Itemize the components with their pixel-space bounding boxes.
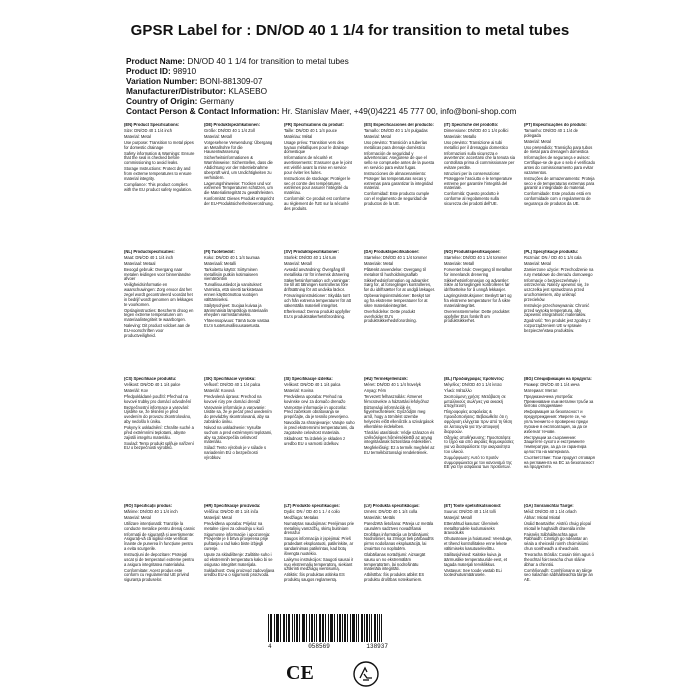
spec-text: Предназначена употреба: Преминаване към метални тръби за битово отводняване: [524, 393, 594, 409]
spec-text: Predvolená úprava: Prechod na kovové rúry pre domáci drenáž: [204, 393, 262, 404]
spec-text: Instrucțiuni de depozitare: Protejați uscat și de temperaturi extreme pentru a asigura integritatea materialului.: [124, 551, 195, 567]
spec-text: Инструкции за съхранение: Защитете сухото и екстремните температури, за да се гарантира целостта на материала.: [524, 434, 587, 454]
spec-text: Utilizare intenționată: Tranziție la conducte metalice pentru drenaj casnic: [124, 520, 195, 531]
spec-text: Conformidade: Este produto está em conformidade com o regulamento de segurança de produtos da UE.: [524, 191, 591, 206]
spec-section: [204, 377, 275, 497]
spec-text: Atbilstība: Šis produkts atbilst ES produktu drošības noteikumiem.: [364, 572, 425, 583]
spec-section: [444, 250, 515, 370]
spec-text: Beoogd gebruik: Overgang naar metalen leidingen voor binnenlandse afvoer: [124, 266, 191, 282]
spec-text: Avsedd användning: Övergång till metalliska rör för inhemsk dränering: [284, 266, 350, 277]
spec-text: Varovanie informácie a varovanie: Uistite sa, že je pečať pred uvedením do prevádzky skontrolovaná, aby sa zabránilo úniku.: [204, 404, 272, 424]
spec-heading: (FI) Tuotetiedot:: [204, 250, 235, 254]
spec-text: Usage prévu: Transition vers des tuyaux métalliques pour le drainage domestique: [284, 139, 349, 155]
spec-text: Materiale: Metall: [444, 260, 475, 266]
spec-text: Navodila za shranjevanje: Varujte suho in pred ekstremnimi temperaturami, da zagotovite celovitost materiala.: [284, 420, 355, 435]
spec-heading: (SV) Produktspecifikationer:: [284, 250, 340, 254]
spec-text: Overensstemmelse: Dette produktet oppfyller EUs forskrift om produktsikkerhet.: [444, 308, 510, 324]
spec-text: Veličina: DN/OD 40 1 1/4 inča: [204, 508, 259, 514]
meta-value: DN/OD 40 1 1/4 for transition to metal tubes: [185, 56, 349, 66]
spec-text: Ábhar: Miotal Miotal: [524, 514, 561, 520]
spec-text: Material: Metal: [524, 138, 551, 144]
spec-heading: (ET) Toote spetsifikatsioonid:: [444, 504, 502, 508]
spec-heading: (SI) Specifikacije izdelka:: [284, 377, 333, 381]
spec-text: Faisnéis Sábháilteachta agus Rabhaidh: Cinntigh go ndéantar an séala a sheiceáil roimh choimisiúnú chun sceitheadh a sheachaint.: [524, 531, 589, 551]
spec-text: Tarkoitettu käyttö: Siirtyminen metallisiin putkiin kotimaiseen viemäröintiin: [204, 266, 258, 282]
barcode-digit-right: 138937: [366, 643, 388, 650]
barcode-digits: [268, 643, 388, 650]
spec-section: [124, 377, 195, 497]
spec-text: Съответствие: Този продукт отговаря на регламента на ЕС за безопасност на продуктите.: [524, 454, 595, 470]
spec-text: Pokyny k uskladnění: Chraňte suché a před extrémními teplotami, abyste zajistili integritu materiálu.: [124, 424, 194, 440]
spec-text: Informazioni sulla sicurezza e avvertenze: accertarsi che la tenuta sia controllata prima di commissionare per evitare perdite.: [444, 150, 515, 170]
spec-section: [284, 377, 355, 497]
spec-section: [524, 123, 595, 243]
spec-text: Uso previsto: Transición a tuberías metálicas para drenaje doméstico: [364, 139, 428, 150]
spec-text: Lagringsinstruksjoner: Beskytt tørt og fra ekstreme temperaturer for å sikre materialintegritet.: [444, 293, 512, 308]
meta-label: Country of Origin:: [126, 96, 198, 106]
spec-section: [124, 250, 195, 370]
spec-text: Opslaginstructies: Bescherm droog en tegen extreme temperaturen om materiaalintegriteit te waarborgen.: [124, 307, 194, 323]
meta-line: [126, 106, 516, 116]
spec-text: Materiál: Kovová: [204, 387, 235, 393]
spec-text: Compliance: This product complies with the EU product safety regulation.: [124, 181, 193, 192]
page-title: GPSR Label for : DN/OD 40 1 1/4 for transition to metal tubes: [130, 22, 570, 39]
spec-text: Tervezett felhasználás: Átmenet fémcsövekre a háztartási lefolyóhoz: [364, 393, 430, 404]
spec-text: Sicherheitsinformationen & Warnhinweise: Sicherstellen, dass die Abdichtung vor der Inbetriebnahme überprüft wird, um Undichtigkeiten zu verhindern.: [204, 155, 273, 180]
spec-text: Tamanho: DN/OD 40 1 1/4 de polegada: [524, 127, 578, 138]
spec-text: Rozmiar: DN / OD 40 1 1/4 cala: [524, 254, 582, 260]
spec-section: [364, 123, 435, 243]
spec-text: Materiál: Kov: [124, 387, 148, 393]
spec-text: Upute za skladištenje: Zaštitite suho i od ekstremnih temperatura kako bi se osigurao integritet materijala.: [204, 551, 273, 567]
spec-text: Maat: DN/OD 40 1 1/4 inch: [124, 254, 174, 260]
spec-heading: (IT) Specifiche del prodotto:: [444, 123, 499, 127]
meta-label: Manufacturer/Distributor:: [126, 86, 227, 96]
barcode-bar: [381, 614, 382, 642]
recycle-disposal-icon: [352, 660, 380, 688]
spec-text: Ettenähtud kasutus: Üleminek metalltorudele kodumaiseks äravooluks: [444, 520, 499, 536]
spec-heading: (FR) Spécifications du produit:: [284, 123, 344, 127]
spec-section: [524, 504, 595, 624]
spec-heading: (EL) Προδιαγραφές προϊόντος:: [444, 377, 505, 381]
spec-text: Размер: DN/OD 40 1 1/4 инча: [524, 381, 580, 387]
spec-section: [204, 504, 275, 624]
spec-text: Comhlíonadh: Comhlíonann an táirge seo rialachán sábháilteachta táirge an AE.: [524, 567, 593, 583]
spec-text: Méret: DN/OD 40 1 1/4 hüvelyk: [364, 381, 421, 387]
spec-heading: (PT) Especificações do produto:: [524, 123, 587, 127]
spec-text: Laikymo instrukcijos: Saugoti sausai ir nuo ekstremalių temperatūrų, siekiant užtikrinti medžiagų vientisumą.: [284, 556, 354, 572]
spec-text: Materiaali: Metalli: [204, 260, 236, 266]
spec-text: Skladnost: Ta izdelek je skladen z uredbo EU o varnosti izdelkov.: [284, 435, 346, 446]
specifications-grid: [124, 123, 596, 631]
barcode-digit-left: 4: [268, 643, 272, 650]
meta-label: Product Name:: [126, 56, 186, 66]
spec-text: Súlad: Tento výrobok je v súlade s nariadením EÚ o bezpečnosti výrobkov.: [204, 445, 267, 460]
spec-text: Bezpečnostní informace a varování: Ujistěte se, že těsnění je před uvedením do provozu zkontrolováno, aby nedošlo k úniku.: [124, 404, 192, 424]
spec-row: [124, 377, 596, 497]
spec-text: Størrelse: DN/OD 40 1 1/4 tommer: [364, 254, 428, 260]
spec-text: Säkerhetsinformation och varningar: Se till att tätningen kontrolleras före driftsättning för att undvika läckor.: [284, 277, 350, 293]
spec-heading: (HR) Specifikacije proizvoda:: [204, 504, 261, 508]
spec-text: Konformität: Dieses Produkt entspricht der EU-Produktsicherheitsverordnung.: [204, 196, 274, 206]
spec-text: Biztonsági információk és figyelmeztetések: Győződjön meg arról, hogy a tömítést üzembe helyezés előtt ellenőrzik a szivárgások elkerülése érdekében.: [364, 404, 434, 429]
spec-text: Dimensione: DN/OD 40 1 1/4 pollici: [444, 127, 509, 133]
spec-section: [444, 377, 515, 497]
meta-value: Germany: [197, 96, 234, 106]
spec-text: Σκοπούμενη χρήση: Μετάβαση σε μεταλλικούς σωλήνες για οικιακή αποχέτευση: [444, 393, 506, 409]
spec-text: Información de seguridad y advertencias: Asegúrese de que el sello se compruebe antes de la puesta en servicio para evitar fugas.: [364, 150, 435, 170]
spec-text: Påtænkt anvendelse: Overgang til metalrør til husholdningsafløb: [364, 266, 426, 277]
spec-text: Säilitusjuhised: Kaitske kuiva ja äärmuslike temperatuuride eest, et tagada materjali terviklikkus.: [444, 551, 508, 567]
spec-text: Größe: DN/OD 40 1 1/4 Zoll: [204, 127, 255, 133]
spec-text: Vastavus: See toode vastab ELi tooteohutusmäärusele.: [444, 567, 502, 578]
spec-text: Информация за безопасност и предупреждения: Уверете се, че уплътнението е проверено преди пускане в експлоатация, за да се избегнат течове.: [524, 409, 588, 434]
spec-text: Ohutusteave ja hoiatused: Veenduge, et tihend kontrollitakse enne lekete vältimiseks kasutuselevõttu.: [444, 536, 513, 551]
meta-line: [126, 66, 516, 76]
spec-row: [124, 123, 596, 243]
meta-label: Contact Person & Contact Information:: [126, 106, 280, 116]
spec-text: Veiligheidsinformatie en waarschuwingen: Zorg ervoor dat het zegel wordt gecontroleerd voordat het in bedrijf wordt genomen om lekkages te voorkomen.: [124, 282, 193, 307]
spec-heading: (CS) Specifikace produktu:: [124, 377, 177, 381]
spec-heading: (LV) Produkta specifikācijas:: [364, 504, 420, 508]
spec-text: Materiale: Metallo: [444, 133, 477, 139]
spec-text: Predviđena uporaba: Prijelaz na metalne cijevi za odvodnju u kući: [204, 520, 264, 531]
spec-text: Conformitate: Acest produs este conform cu regulamentul UE privind siguranța produselor.: [124, 567, 190, 583]
spec-text: Efterlevnad: Denna produkt uppfyller EU:s produktsäkerhetsförordning.: [284, 308, 351, 319]
spec-text: Uso pretendido: Transição para tubos de metal para drenagem doméstica: [524, 144, 593, 155]
meta-value: Hr. Stanislav Maer, +49(0)4221 45 777 00, info@boni-shop.com: [279, 106, 517, 116]
meta-value: BONI-881309-07: [197, 76, 263, 86]
spec-text: Sikkerhedsinformation og advarsler: Sørg for, at forseglingen kontrolleres, før du idriftsætter for at undgå lækager.: [364, 277, 435, 293]
spec-heading: (NL) Productspecificaties:: [124, 250, 175, 254]
spec-text: Předpokládané použití: Přechod na kovové trubky pro domácí odvodnění: [124, 393, 192, 404]
spec-text: Materijal: Metal: [204, 514, 232, 520]
meta-line: [126, 86, 516, 96]
spec-text: Conformidad: Este producto cumple con el reglamento de seguridad de productos de la UE.: [364, 191, 430, 206]
spec-text: Conformité: Ce produit est conforme au règlement de l'UE sur la sécurité des produits.: [284, 196, 350, 211]
spec-text: Taille: DN/OD 40 1 1/4 pouce: [284, 127, 338, 133]
spec-text: Υλικό: Μέταλλο: [444, 387, 472, 393]
spec-section: [364, 250, 435, 370]
spec-section: [284, 504, 355, 624]
spec-text: Zamierzone użycie: Przechodzenie na rury metalowe do drenażu domowego: [524, 266, 594, 277]
spec-text: Material: Metal: [364, 133, 391, 139]
spec-text: Medžiaga: Metalas: [284, 514, 319, 520]
spec-heading: (ES) Especificaciones del producto:: [364, 123, 434, 127]
spec-text: Méid: DN/OD 40 1 1/4 orlach: [524, 508, 577, 514]
spec-text: Zgodność: Ten produkt jest zgodny z rozporządzeniem UE w sprawie bezpieczeństwa produktów.: [524, 318, 591, 333]
spec-section: [204, 250, 275, 370]
spec-text: Informații de siguranță și avertismente: Asigurați-vă că sigiliul este verificat înainte de punerea în funcțiune pentru a evita scurgerile.: [124, 531, 195, 551]
spec-text: Numatytas naudojimas: Perėjimas prie metalinių vamzdžių, skirtų buitiniam drenažui: [284, 520, 355, 536]
spec-text: Velikost: DN/OD 40 1 1/4 palce: [124, 381, 181, 387]
spec-row: [124, 250, 596, 370]
meta-value: KLASEBO: [226, 86, 268, 96]
spec-text: Anyag: Fém: [364, 387, 387, 393]
spec-text: Størrelse: DN/OD 40 1 1/4 tommer: [444, 254, 508, 260]
spec-text: Suurus: DN/OD 40 1 1/4 tolli: [444, 508, 496, 514]
spec-text: Yhteensopivuus: Tämä tuote vastaa EU:n tuoteturvallisuusasetusta.: [204, 318, 270, 329]
spec-text: Turvallisuustiedot ja varoitukset: Varmista, että sinetti tarkistetaan ennen käyttöönottoa vuotojen välttämiseksi.: [204, 282, 264, 302]
barcode: [268, 614, 388, 654]
meta-value: 98910: [170, 66, 197, 76]
spec-text: Treoracha Stórála: Cosain tirim agus ó theochtaí foircneacha chun sláine ábhar a chinntiú.: [524, 551, 594, 567]
spec-heading: (DA) Produktspecifikationer:: [364, 250, 420, 254]
spec-text: Material: Metal: [124, 133, 151, 139]
spec-text: Sukladnost: Ovaj proizvod zadovoljava uredbu EU-a o sigurnosti proizvoda.: [204, 567, 275, 578]
spec-text: Úsáid Beartaithe: Aistriú chuig píopaí miotail le haghaidh draenála intíre: [524, 520, 592, 531]
spec-text: Material: Metal: [124, 514, 151, 520]
spec-text: Dydis: DN / OD 40 1 1 / 4 colio: [284, 508, 340, 514]
spec-text: Материал: Метал: [524, 387, 558, 393]
spec-text: Sikkerhetsinformasjon og advarsler: Sikre at forseglingen kontrolleres før idriftsettelse for å unngå lekkasjer.: [444, 277, 510, 293]
spec-text: Conformità: Questo prodotto è conforme al regolamento sulla sicurezza dei prodotti dell'UE.: [444, 191, 500, 206]
spec-text: Istruzioni per la conservazione: Proteggere l'asciutto e le temperature estreme per garantire l'integrità del materiale.: [444, 170, 513, 191]
spec-text: Material: Metall: [204, 133, 232, 139]
spec-text: Storlek: DN/OD 40 1 1/4 tum: [284, 254, 337, 260]
spec-text: Förvaringsinstruktioner: Skydda torrt och från extrema temperaturer för att säkerställa materiell integritet.: [284, 293, 351, 308]
spec-text: Size: DN/OD 40 1 1/4 inch: [124, 127, 173, 133]
spec-text: Predvidena uporaba: Prehod na kovinske cevi za domačo drenažo: [284, 393, 346, 404]
spec-text: Atitiktis: Šis produktas atitinka ES produktų saugos reglamentą.: [284, 572, 345, 583]
spec-heading: (GA) Sonraíochtaí Táirge:: [524, 504, 574, 508]
spec-heading: (HU) Termékjellemzők:: [364, 377, 408, 381]
spec-text: Glabāšanas norādījumi: Aizsargāt sausu un no ekstremālām temperatūrām, lai nodrošinātu materiāla integritāti.: [364, 551, 426, 572]
spec-text: Mărime: DN/OD 40 1 1/4 inch: [124, 508, 178, 514]
spec-section: [124, 504, 195, 624]
spec-text: Storage Instructions: Protect dry and from extreme temperatures to ensure material integrity.: [124, 166, 192, 181]
spec-section: [444, 504, 515, 624]
spec-text: Forventet bruk: Overgang til metallrør for innenlands drenering: [444, 266, 513, 277]
spec-text: Safety information & Warnings: Ensure that the seal is checked before commissioning to avoid leaks.: [124, 150, 195, 166]
spec-text: Materiāls: Metāls: [364, 514, 395, 520]
spec-text: Paredzētā lietošana: Pāreja uz metāla caurulēm sadzīves novadīšanai: [364, 520, 434, 531]
spec-section: [364, 504, 435, 624]
spec-text: Οδηγίες αποθήκευσης: Προστατέψτε το ξηρό και από ακραίες θερμοκρασίες για να διασφαλίσετε την ακεραιότητα του υλικού.: [444, 434, 514, 454]
spec-text: Drošības informācija un brīdinājumi: Nodrošiniet, ka zīmogs tiek pārbaudīts pirms nodošanas ekspluatācijā, lai izvairītos no noplūdēm.: [364, 531, 434, 551]
spec-text: Izmērs: DN/OD 40 1 1/4 colla: [364, 508, 418, 514]
spec-text: Uso previsto: Transizione ai tubi metallici per il drenaggio domestico: [444, 139, 508, 150]
spec-text: Matériau: Métal: [284, 133, 313, 139]
spec-text: Tamaño: DN/OD 40 1 1/4 pulgadas: [364, 127, 428, 133]
meta-line: [126, 56, 516, 66]
spec-text: Materiał: Metal: [524, 260, 551, 266]
spec-text: Velikost: DN/OD 40 1 1/4 palca: [284, 381, 341, 387]
spec-text: Materiaal: Metaal: [124, 260, 156, 266]
spec-section: [364, 377, 435, 497]
product-meta: [126, 56, 516, 116]
spec-text: Tárolási utasítások: Védje szárazon és szélsőséges hőmérséklettől az anyag integritásának biztosítása érdekében.: [364, 429, 435, 445]
spec-section: [284, 250, 355, 370]
spec-text: Lagerungshinweise: Trocken und vor extremen Temperaturen schützen, um die Materialintegrität zu gewährleisten.: [204, 180, 274, 196]
spec-text: Material: Kovina: [284, 387, 314, 393]
spec-heading: (SK) Špecifikácie výrobku:: [204, 377, 256, 381]
spec-text: Συμμόρφωση: Αυτό το προϊόν συμμορφώνεται με τον κανονισμό της ΕΕ για την ασφάλεια των προϊόντων.: [444, 454, 512, 470]
spec-text: Overholdelse: Dette produkt overholder EU's produktsikkerhedsforordning.: [364, 308, 417, 324]
spec-heading: (RO) Specificații produs:: [124, 504, 172, 508]
spec-text: Opbevaringsinstruktioner: Beskyt tør og fra ekstreme temperaturer for at sikre materialeintegritet.: [364, 293, 431, 308]
spec-text: Koko: DN/OD 40 1 1/4 tuumaa: [204, 254, 260, 260]
spec-heading: (LT) Produkto specifikacijos:: [284, 504, 340, 508]
spec-text: Instructions de stockage: Protéger le sec et contre des températures extrêmes pour assurer l'intégrité du matériau.: [284, 175, 351, 196]
spec-text: Informações de segurança e avisos: Certifique-se de que o selo é verificado antes do comissionamento para evitar vazamentos.: [524, 155, 595, 175]
spec-text: Materiale: Metal: [364, 260, 394, 266]
spec-text: Säilytysohjeet: Suojaa kuivaa ja äärimmäisiä lämpötiloja materiaalin eheyden varmistamiseksi.: [204, 302, 268, 318]
spec-text: Vorgesehene Verwendung: Übergang an Metallrohre für die Hausentwässerung: [204, 139, 273, 155]
spec-text: Návod na uskladnenie: Vysušte suchom a pred extrémnymi teplotami, aby sa zabezpečila celistvosť materiálu.: [204, 424, 273, 445]
spec-text: Informations de sécurité et avertissements: S'assurer que le joint est vérifié avant la mise en service pour éviter les fuites.: [284, 155, 352, 175]
spec-row: [124, 504, 596, 624]
spec-section: [124, 123, 195, 243]
meta-line: [126, 96, 516, 106]
spec-section: [524, 250, 595, 370]
spec-text: Μέγεθος: DN/OD 40 1 1/4 ίντσα: [444, 381, 502, 387]
spec-text: Instruções de armazenamento: Proteja seco e de temperaturas extremas para garantir a integridade do material.: [524, 175, 595, 191]
spec-text: Sigurnosne informacije i upozorenja: Provjerite je li brtva provjerena prije puštanja u rad kako biste izbjegli curenje.: [204, 531, 271, 551]
spec-text: Megfelelőség: Ez a termék megfelel az EU termékbiztonsági rendeletének.: [364, 445, 435, 456]
spec-heading: (BG) Спецификации на продукта:: [524, 377, 592, 381]
spec-heading: (PL) Specyfikacje produktu:: [524, 250, 579, 254]
spec-text: Instrucciones de almacenamiento: Proteger las temperaturas secas y extremas para garantizar la integridad material.: [364, 170, 433, 191]
spec-heading: (EN) Product Specifications:: [124, 123, 180, 127]
spec-section: [444, 123, 515, 243]
spec-heading: (NO) Produktspesifikasjoner:: [444, 250, 501, 254]
meta-line: [126, 76, 516, 86]
spec-section: [284, 123, 355, 243]
spec-text: Materjal: Metall: [444, 514, 472, 520]
spec-text: Instrukcje przechowywania: Chronić przed wysoką temperaturą, aby zapewnić integralność materiałów.: [524, 302, 590, 318]
meta-label: Variation Number:: [126, 76, 198, 86]
ce-mark-icon: CE: [286, 662, 314, 684]
spec-text: Varnostne informacije in opozorila: Pred začetkom obratovanja se prepričajte, da je tesnilo preverjeno.: [284, 404, 349, 420]
spec-text: Naleving: Dit product voldoet aan de EU-voorschriften voor productveiligheid.: [124, 323, 190, 338]
spec-text: Use purpose: Transition to metal pipes for domestic drainage: [124, 139, 194, 150]
spec-heading: (DE) Produktspezifikationen:: [204, 123, 260, 127]
spec-text: Informacje o bezpieczeństwie i ostrzeżenia: Należy upewnić się, że uszczelka jest sprawdzona przed uruchomieniem, aby uniknąć przecieków.: [524, 277, 589, 302]
meta-label: Product ID:: [126, 66, 171, 76]
spec-text: Soulad: Tento produkt splňuje nařízení EU o bezpečnosti výrobků.: [124, 440, 194, 451]
spec-section: [204, 123, 275, 243]
barcode-digit-mid: 058569: [308, 643, 330, 650]
spec-text: Πληροφορίες ασφαλείας & προειδοποιήσεις: Βεβαιωθείτε ότι η σφράγιση ελέγχεται πριν από τη θέση σε λειτουργία για την αποφυγή διαρροών.: [444, 409, 513, 434]
barcode-bars: [268, 614, 388, 642]
spec-section: [524, 377, 595, 497]
spec-text: Material: Metall: [284, 260, 312, 266]
spec-text: Saugos informacija ir įspėjimai: Prieš pradedant eksploatuoti, patikrinkite, ar sandarinimas patikrintas, kad būtų išvengta nuotėkio.: [284, 536, 354, 556]
spec-text: Veľkosť: DN/OD 40 1 1/4 palca: [204, 381, 261, 387]
